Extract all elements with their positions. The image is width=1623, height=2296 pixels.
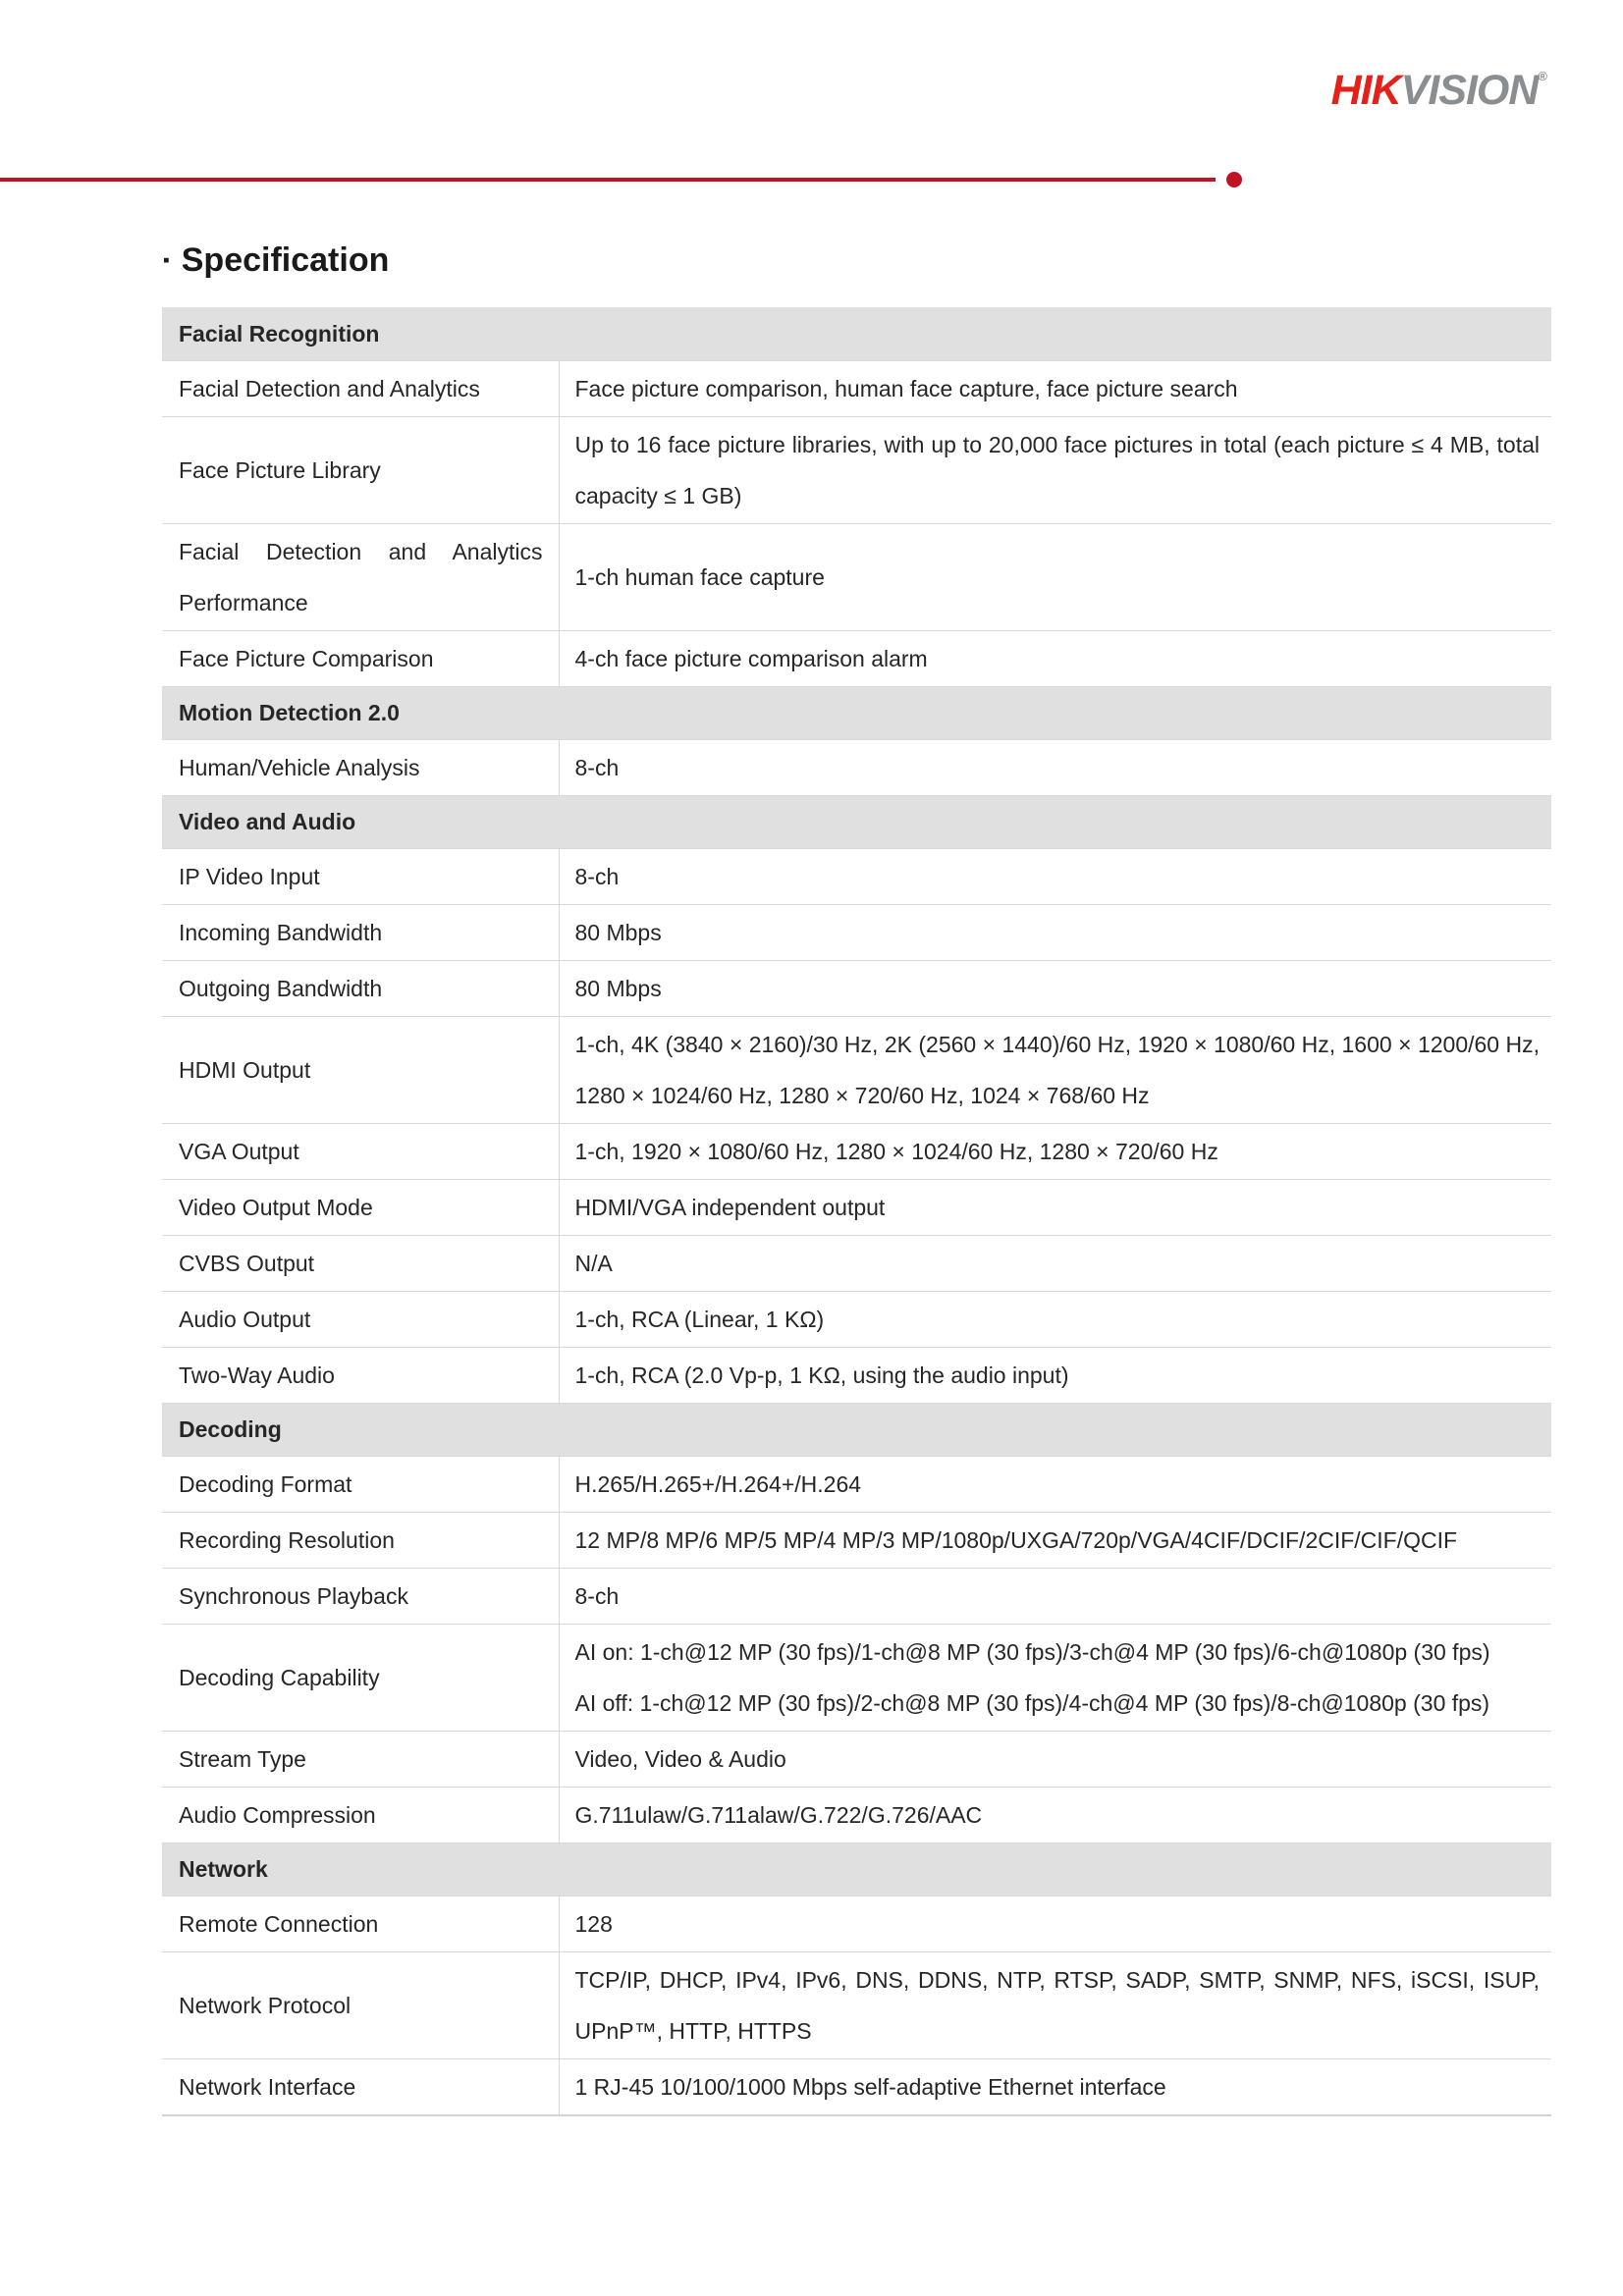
spec-row (162, 630, 1551, 686)
page-title (163, 241, 389, 280)
logo-hik-text: HIK (1330, 67, 1401, 114)
hikvision-logo (1331, 67, 1547, 115)
spec-row (162, 1731, 1551, 1787)
spec-row (162, 1787, 1551, 1842)
spec-row (162, 1235, 1551, 1291)
section-header-label: Network (162, 1842, 1551, 1896)
spec-label-cell: Network Protocol (162, 1951, 559, 2058)
section-header-row (162, 1842, 1551, 1896)
section-header-label: Facial Recognition (162, 307, 1551, 360)
spec-label-cell: Facial Detection and Analytics (162, 360, 559, 416)
spec-row (162, 1896, 1551, 1951)
header-rule-line (0, 178, 1216, 182)
spec-row (162, 1291, 1551, 1347)
spec-label-cell: Human/Vehicle Analysis (162, 739, 559, 795)
spec-label-cell: Face Picture Comparison (162, 630, 559, 686)
spec-label-cell: VGA Output (162, 1123, 559, 1179)
spec-label-cell: Facial Detection and Analytics Performance (162, 523, 559, 630)
spec-label-cell: Two-Way Audio (162, 1347, 559, 1403)
section-header-label: Motion Detection 2.0 (162, 686, 1551, 739)
spec-label-cell: Synchronous Playback (162, 1568, 559, 1624)
spec-label-cell: Remote Connection (162, 1896, 559, 1951)
spec-value-cell: Video, Video & Audio (574, 1745, 786, 1772)
spec-value-cell: 8-ch (574, 1582, 620, 1609)
spec-row (162, 1624, 1551, 1731)
spec-row (162, 1568, 1551, 1624)
spec-label-cell: Face Picture Library (162, 416, 559, 523)
spec-value-cell: N/A (574, 1250, 613, 1276)
spec-value-cell (559, 1624, 1551, 1731)
section-header-label: Video and Audio (162, 795, 1551, 848)
logo-vision-text: VISION (1400, 67, 1539, 114)
spec-value-cell: 128 (574, 1910, 613, 1937)
section-header-row (162, 686, 1551, 739)
spec-value-cell: 1 RJ-45 10/100/1000 Mbps self-adaptive Ethernet interface (574, 2073, 1166, 2100)
spec-value-cell: 8-ch (574, 754, 620, 780)
spec-label-cell: Audio Compression (162, 1787, 559, 1842)
spec-row (162, 1951, 1551, 2058)
spec-row (162, 739, 1551, 795)
spec-row (162, 848, 1551, 904)
spec-value-line: AI on: 1-ch@12 MP (30 fps)/1-ch@8 MP (30 fps)/3-ch@4 MP (30 fps)/6-ch@1080p (30 fps) (574, 1638, 1490, 1665)
spec-label-cell: Stream Type (162, 1731, 559, 1787)
spec-row (162, 360, 1551, 416)
spec-table (162, 307, 1551, 2116)
spec-value-cell: 8-ch (574, 863, 620, 889)
spec-value-cell: 80 Mbps (574, 975, 662, 1001)
spec-value-cell: 1-ch human face capture (574, 563, 825, 590)
spec-label-cell: Video Output Mode (162, 1179, 559, 1235)
spec-row (162, 904, 1551, 960)
spec-row (162, 1347, 1551, 1403)
spec-label-cell: Recording Resolution (162, 1512, 559, 1568)
spec-row (162, 1016, 1551, 1123)
section-header-label: Decoding (162, 1403, 1551, 1456)
spec-row (162, 1179, 1551, 1235)
spec-value-cell: 4-ch face picture comparison alarm (574, 645, 928, 671)
spec-row (162, 1123, 1551, 1179)
spec-value-cell: 1-ch, 1920 × 1080/60 Hz, 1280 × 1024/60 Hz, 1280 × 720/60 Hz (574, 1138, 1218, 1164)
spec-row (162, 1512, 1551, 1568)
spec-row (162, 2058, 1551, 2115)
spec-row (162, 416, 1551, 523)
registered-trademark-mark: ® (1538, 69, 1547, 83)
spec-value-cell: 12 MP/8 MP/6 MP/5 MP/4 MP/3 MP/1080p/UXGA/720p/VGA/4CIF/DCIF/2CIF/CIF/QCIF (574, 1526, 1458, 1553)
spec-label-cell: Decoding Capability (162, 1624, 559, 1731)
spec-label-cell: CVBS Output (162, 1235, 559, 1291)
spec-row (162, 1456, 1551, 1512)
spec-value-cell: 80 Mbps (574, 919, 662, 945)
spec-label-cell: Incoming Bandwidth (162, 904, 559, 960)
spec-value-cell: HDMI/VGA independent output (574, 1194, 886, 1220)
spec-value-line: AI off: 1-ch@12 MP (30 fps)/2-ch@8 MP (30 fps)/4-ch@4 MP (30 fps)/8-ch@1080p (30 fps) (574, 1689, 1490, 1716)
spec-value-cell: 1-ch, RCA (2.0 Vp-p, 1 KΩ, using the audio input) (574, 1362, 1069, 1388)
spec-row (162, 523, 1551, 630)
spec-label-cell: Network Interface (162, 2058, 559, 2115)
spec-label-cell: IP Video Input (162, 848, 559, 904)
spec-value-cell: G.711ulaw/G.711alaw/G.722/G.726/AAC (574, 1801, 983, 1828)
spec-label-cell: Decoding Format (162, 1456, 559, 1512)
title-bullet-icon: ▪ (163, 250, 170, 271)
spec-row (162, 960, 1551, 1016)
spec-value-cell: Face picture comparison, human face capture, face picture search (574, 375, 1238, 401)
spec-table-body (162, 307, 1551, 2115)
spec-label-cell: Outgoing Bandwidth (162, 960, 559, 1016)
spec-label-cell: Audio Output (162, 1291, 559, 1347)
spec-value-cell: H.265/H.265+/H.264+/H.264 (574, 1470, 862, 1497)
spec-value-cell: 1-ch, RCA (Linear, 1 KΩ) (574, 1306, 825, 1332)
spec-label-cell: HDMI Output (162, 1016, 559, 1123)
spec-value-cell: TCP/IP, DHCP, IPv4, IPv6, DNS, DDNS, NTP, RTSP, SADP, SMTP, SNMP, NFS, iSCSI, ISUP, UPnP™, HTTP, HTTPS (574, 1966, 1541, 2044)
spec-value-cell: Up to 16 face picture libraries, with up to 20,000 face pictures in total (each picture ≤ 4 MB, total capacity ≤ 1 GB) (574, 431, 1541, 508)
section-header-row (162, 795, 1551, 848)
spec-value-cell: 1-ch, 4K (3840 × 2160)/30 Hz, 2K (2560 × 1440)/60 Hz, 1920 × 1080/60 Hz, 1600 × 1200/60 Hz, 1280 × 1024/60 Hz, 1280 × 720/60 Hz, 1024 × 768/60 Hz (574, 1031, 1541, 1108)
section-header-row (162, 307, 1551, 360)
section-header-row (162, 1403, 1551, 1456)
header-rule-dot (1226, 172, 1242, 187)
page-title-text: Specification (181, 241, 390, 279)
